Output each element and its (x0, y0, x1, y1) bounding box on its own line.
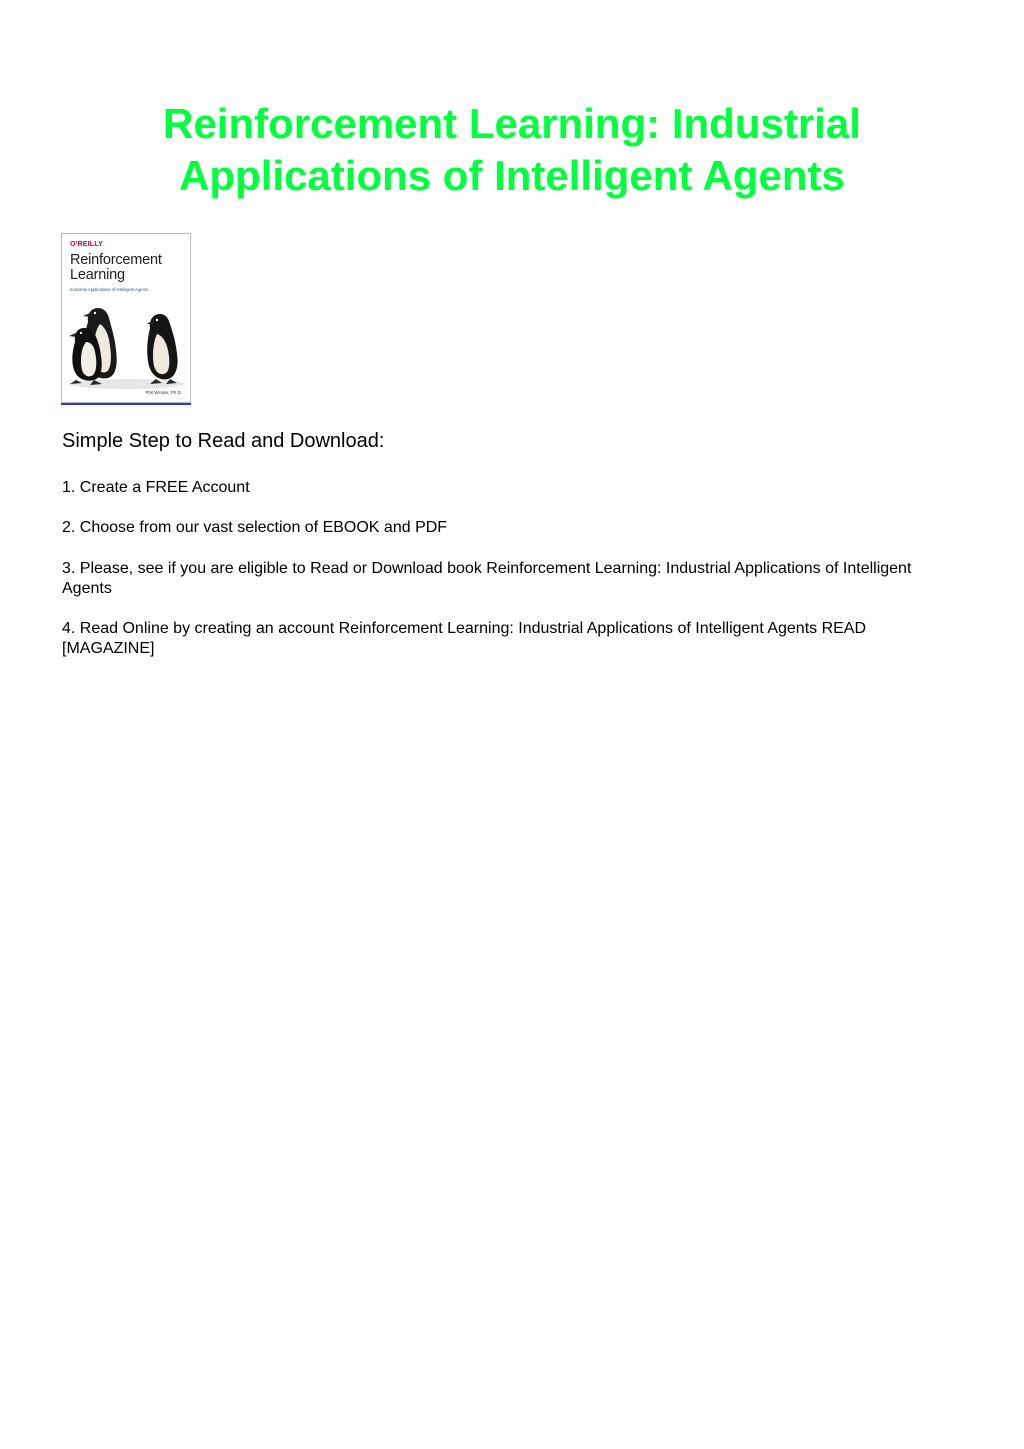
page-title: Reinforcement Learning: Industrial Applications of Intelligent Agents (163, 100, 861, 199)
step-item: 3. Please, see if you are eligible to Read or Download book Reinforcement Learning: Industrial Applications of Intelligent Agents (62, 560, 912, 597)
cover-subtitle: Industrial Applications of Intelligent Agents (70, 287, 149, 292)
cover-title: Reinforcement Learning (70, 252, 162, 283)
step-item: 4. Read Online by creating an account Reinforcement Learning: Industrial Applications of Intelligent Agents READ [MAGAZINE] (62, 620, 867, 657)
step-item: 2. Choose from our vast selection of EBOOK and PDF (62, 519, 448, 536)
intro-heading: Simple Step to Read and Download: (62, 430, 385, 452)
cover-publisher: O'REILLY (70, 241, 103, 248)
penguins-illustration (64, 300, 190, 390)
book-cover-image (61, 233, 191, 403)
step-item: 1. Create a FREE Account (62, 479, 250, 496)
book-cover-link[interactable] (61, 233, 191, 405)
cover-author: Phil Winder, Ph.D. (145, 390, 182, 395)
